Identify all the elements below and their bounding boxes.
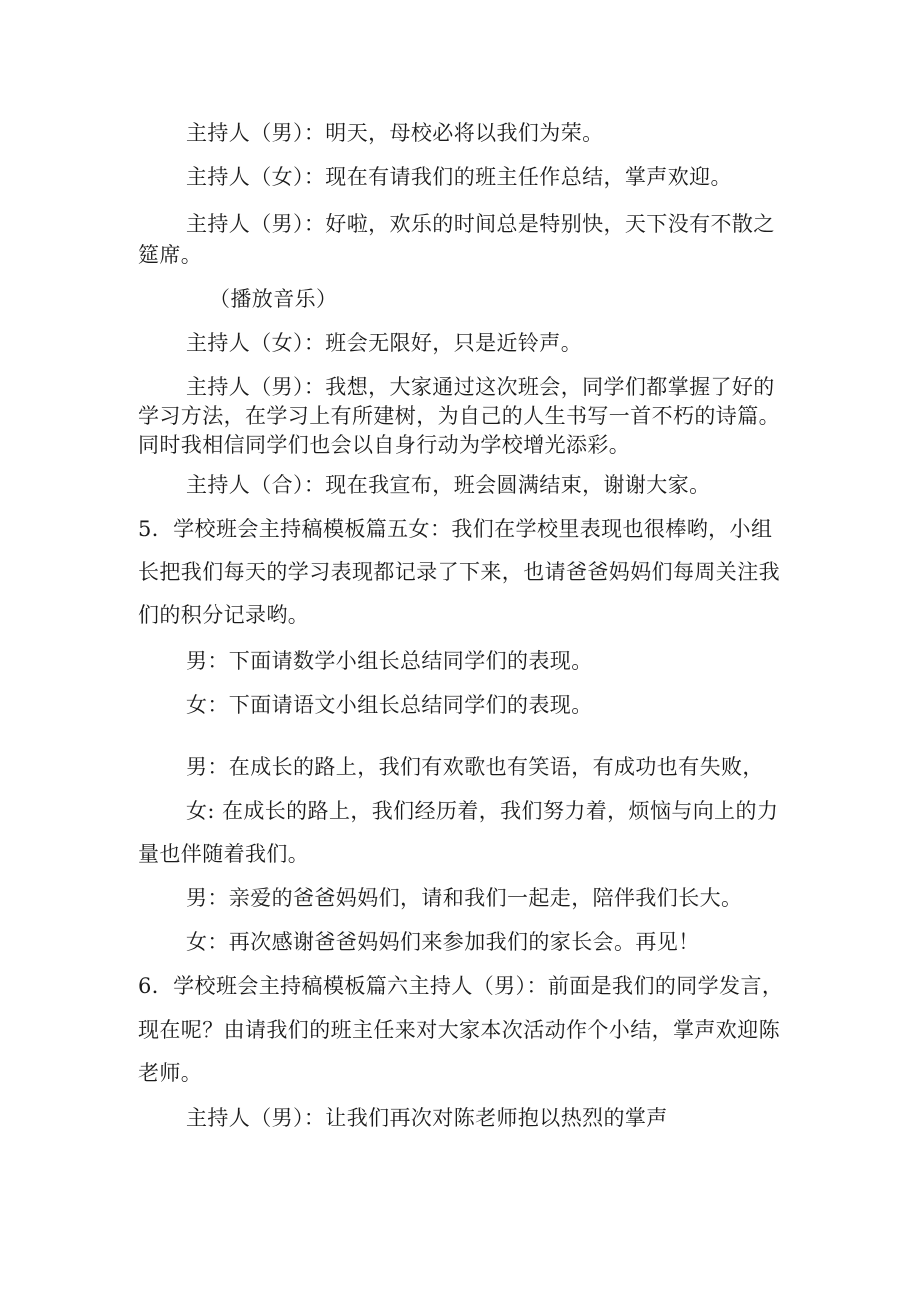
text-line: 主持人（男）：明天，母校必将以我们为荣。: [186, 121, 604, 145]
section-heading-6: 6．学校班会主持稿模板篇六主持人（男）：前面是我们的同学发言，: [138, 974, 784, 998]
text-line: 主持人（男）：好啦，欢乐的时间总是特别快，天下没有不散之: [186, 212, 775, 236]
text-line: 筵席。: [138, 243, 203, 267]
text-line: 男：下面请数学小组长总结同学们的表现。: [186, 649, 593, 673]
text-line: 女: 在成长的路上，我们经历着，我们努力着，烦恼与向上的力: [186, 799, 779, 823]
text-line: 同时我相信同学们也会以自身行动为学校增光添彩。: [138, 433, 631, 457]
text-line: 男：亲爱的爸爸妈妈们，请和我们一起走，陪伴我们长大。: [186, 886, 743, 910]
text-line: 女：下面请语文小组长总结同学们的表现。: [186, 693, 593, 717]
text-line: 女：再次感谢爸爸妈妈们来参加我们的家长会。再见！: [186, 930, 700, 954]
text-line: 主持人（女）：现在有请我们的班主任作总结，掌声欢迎。: [186, 165, 732, 189]
section-heading-5: 5．学校班会主持稿模板篇五女：我们在学校里表现也很棒哟，小组: [138, 517, 773, 541]
text-line: 老师。: [138, 1061, 203, 1085]
text-line: 主持人（男）：我想，大家通过这次班会，同学们都掌握了好的: [186, 375, 775, 399]
text-line: 主持人（合）：现在我宣布，班会圆满结束，谢谢大家。: [186, 473, 711, 497]
text-line: 学习方法，在学习上有所建树，为自己的人生书写一首不朽的诗篇。: [138, 404, 780, 428]
text-line: 主持人（男）：让我们再次对陈老师抱以热烈的掌声: [186, 1106, 668, 1130]
text-line: 量也伴随着我们。: [138, 842, 310, 866]
text-line: 男：在成长的路上，我们有欢歌也有笑语，有成功也有失败，: [186, 755, 764, 779]
text-line: 主持人（女）：班会无限好，只是近铃声。: [186, 331, 583, 355]
text-line: （播放音乐）: [209, 287, 338, 311]
text-line: 长把我们每天的学习表现都记录了下来，也请爸爸妈妈们每周关注我: [138, 560, 780, 584]
text-line: 们的积分记录哟。: [138, 603, 310, 627]
text-line: 现在呢？由请我们的班主任来对大家本次活动作个小结，掌声欢迎陈: [138, 1018, 780, 1042]
